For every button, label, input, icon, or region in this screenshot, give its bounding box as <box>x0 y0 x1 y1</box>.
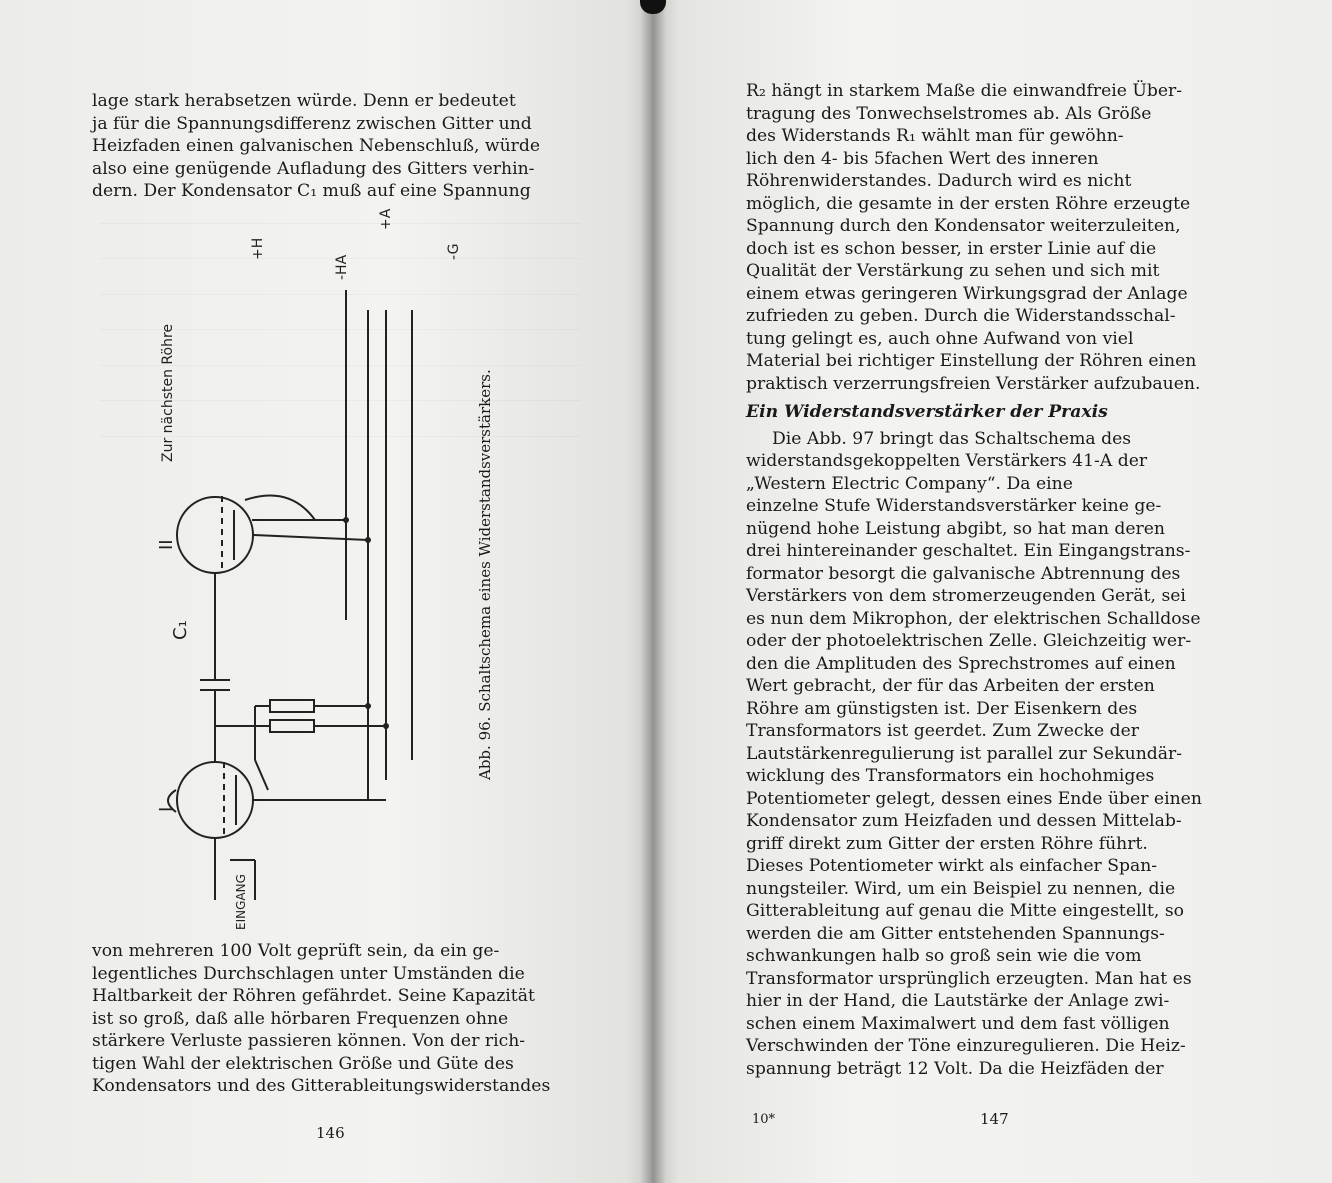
right-paragraph-1 <box>746 80 1228 1080</box>
text-line: wicklung des Transformators ein hochohmiges <box>746 766 1155 786</box>
text-line: ja für die Spannungsdifferenz zwischen Gitter und <box>92 113 532 134</box>
text-line: werden die am Gitter entstehenden Spannungs- <box>746 923 1165 944</box>
text-line: Röhre am günstigsten ist. Der Eisenkern des <box>746 698 1138 719</box>
text-line: möglich, die gesamte in der ersten Röhre erzeugte <box>746 193 1191 214</box>
text-line: hier in der Hand, die Lautstärke der Anlage zwi- <box>746 991 1170 1011</box>
text-line: Wert gebracht, der für das Arbeiten der ersten <box>746 676 1155 696</box>
text-line: einzelne Stufe Widerstandsverstärker keine ge- <box>746 496 1162 516</box>
text-line: also eine genügende Aufladung des Gitters verhin- <box>92 158 535 179</box>
text-line: von mehreren 100 Volt geprüft sein, da ein ge- <box>92 941 500 961</box>
circuit-schematic-figure <box>80 200 620 940</box>
text-line: spannung beträgt 12 Volt. Da die Heizfäden der <box>746 1058 1164 1079</box>
text-line: drei hintereinander geschaltet. Ein Eingangstrans- <box>746 541 1191 561</box>
figure-caption: Abb. 96. Schaltschema eines Widerstandsverstärkers. <box>476 369 494 780</box>
text-line: den die Amplituden des Sprechstromes auf einen <box>746 653 1176 674</box>
text-line: es nun dem Mikrophon, der elektrischen Schalldose <box>746 608 1201 629</box>
text-line: Lautstärkenregulierung ist parallel zur Sekundär- <box>746 743 1183 764</box>
text-line: stärkere Verluste passieren können. Von der rich- <box>92 1031 526 1051</box>
text-line: Qualität der Verstärkung zu sehen und sich mit <box>746 261 1160 281</box>
label-next-tube: Zur nächsten Röhre <box>160 323 176 462</box>
label-tube-1: I <box>156 806 177 812</box>
book-gutter <box>640 0 666 1183</box>
text-line: Kondensators und des Gitterableitungswiderstandes <box>92 1076 551 1096</box>
text-line: des Widerstands R₁ wählt man für gewöhn- <box>746 126 1124 146</box>
section-heading: Ein Widerstandsverstärker der Praxis <box>746 402 1108 422</box>
page-number-left: 146 <box>316 1124 345 1142</box>
text-line: Potentiometer gelegt, dessen eines Ende über einen <box>746 788 1202 809</box>
label-minus-ha: -HA <box>334 254 350 280</box>
text-line: schen einem Maximalwert und dem fast völligen <box>746 1013 1170 1034</box>
text-line: lich den 4- bis 5fachen Wert des inneren <box>746 148 1099 169</box>
text-line: schwankungen halb so groß sein wie die vom <box>746 946 1142 966</box>
text-line: Transformators ist geerdet. Zum Zwecke der <box>746 721 1139 741</box>
label-minus-g: -G <box>446 243 462 260</box>
label-plus-a: +A <box>378 208 394 230</box>
text-line: formator besorgt die galvanische Abtrennung des <box>746 563 1181 584</box>
text-line: Dieses Potentiometer wirkt als einfacher Span- <box>746 856 1158 876</box>
text-line: doch ist es schon besser, in erster Linie auf die <box>746 238 1157 259</box>
text-line: einem etwas geringeren Wirkungsgrad der Anlage <box>746 283 1188 304</box>
text-line: dern. Der Kondensator C₁ muß auf eine Spannung <box>92 181 531 201</box>
text-line: oder der photoelektrischen Zelle. Gleichzeitig wer- <box>746 631 1192 651</box>
text-line: Gitterableitung auf genau die Mitte eingestellt, so <box>746 901 1185 921</box>
text-line: Transformator ursprünglich erzeugten. Man hat es <box>746 968 1192 989</box>
text-line: „Western Electric Company“. Da eine <box>746 473 1073 494</box>
text-line: legentliches Durchschlagen unter Umständen die <box>92 963 525 984</box>
text-line: Heizfaden einen galvanischen Nebenschluß, würde <box>92 136 541 156</box>
text-line: Haltbarkeit der Röhren gefährdet. Seine Kapazität <box>92 986 535 1006</box>
text-line: Verstärkers von dem stromerzeugenden Gerät, sei <box>746 586 1186 606</box>
left-top-paragraph <box>92 90 580 203</box>
text-line: praktisch verzerrungsfreien Verstärker aufzubauen. <box>746 373 1201 394</box>
text-line: zufrieden zu geben. Durch die Widerstandsschal- <box>746 306 1176 326</box>
left-bottom-paragraph <box>92 940 572 1098</box>
text-line: Verschwinden der Töne einzuregulieren. Die Heiz- <box>746 1036 1186 1056</box>
label-c1: C₁ <box>170 620 191 640</box>
text-line: lage stark herabsetzen würde. Denn er bedeutet <box>92 91 516 111</box>
label-tube-2: II <box>156 539 177 550</box>
text-line: R₂ hängt in starkem Maße die einwandfreie Über- <box>746 81 1183 101</box>
text-line: Röhrenwiderstandes. Dadurch wird es nicht <box>746 171 1132 191</box>
text-line: Die Abb. 97 bringt das Schaltschema des <box>772 428 1132 449</box>
signature-mark: 10* <box>752 1112 776 1127</box>
text-line: Spannung durch den Kondensator weiterzuleiten, <box>746 216 1181 236</box>
text-line: Material bei richtiger Einstellung der Röhren einen <box>746 351 1197 371</box>
label-input: EINGANG <box>234 874 248 930</box>
text-line: Kondensator zum Heizfaden und dessen Mittelab- <box>746 811 1182 831</box>
text-line: nungsteiler. Wird, um ein Beispiel zu nennen, die <box>746 878 1176 899</box>
text-line: tragung des Tonwechselstromes ab. Als Größe <box>746 103 1152 124</box>
page-number-right: 147 <box>980 1110 1009 1128</box>
label-plus-h: +H <box>250 237 266 260</box>
text-line: widerstandsgekoppelten Verstärkers 41-A der <box>746 451 1148 471</box>
text-line: tung gelingt es, auch ohne Aufwand von viel <box>746 328 1134 349</box>
text-line: tigen Wahl der elektrischen Größe und Güte des <box>92 1053 514 1074</box>
text-line: nügend hohe Leistung abgibt, so hat man deren <box>746 518 1165 539</box>
text-line: griff direkt zum Gitter der ersten Röhre führt. <box>746 833 1148 854</box>
text-line: ist so groß, daß alle hörbaren Frequenzen ohne <box>92 1008 509 1029</box>
